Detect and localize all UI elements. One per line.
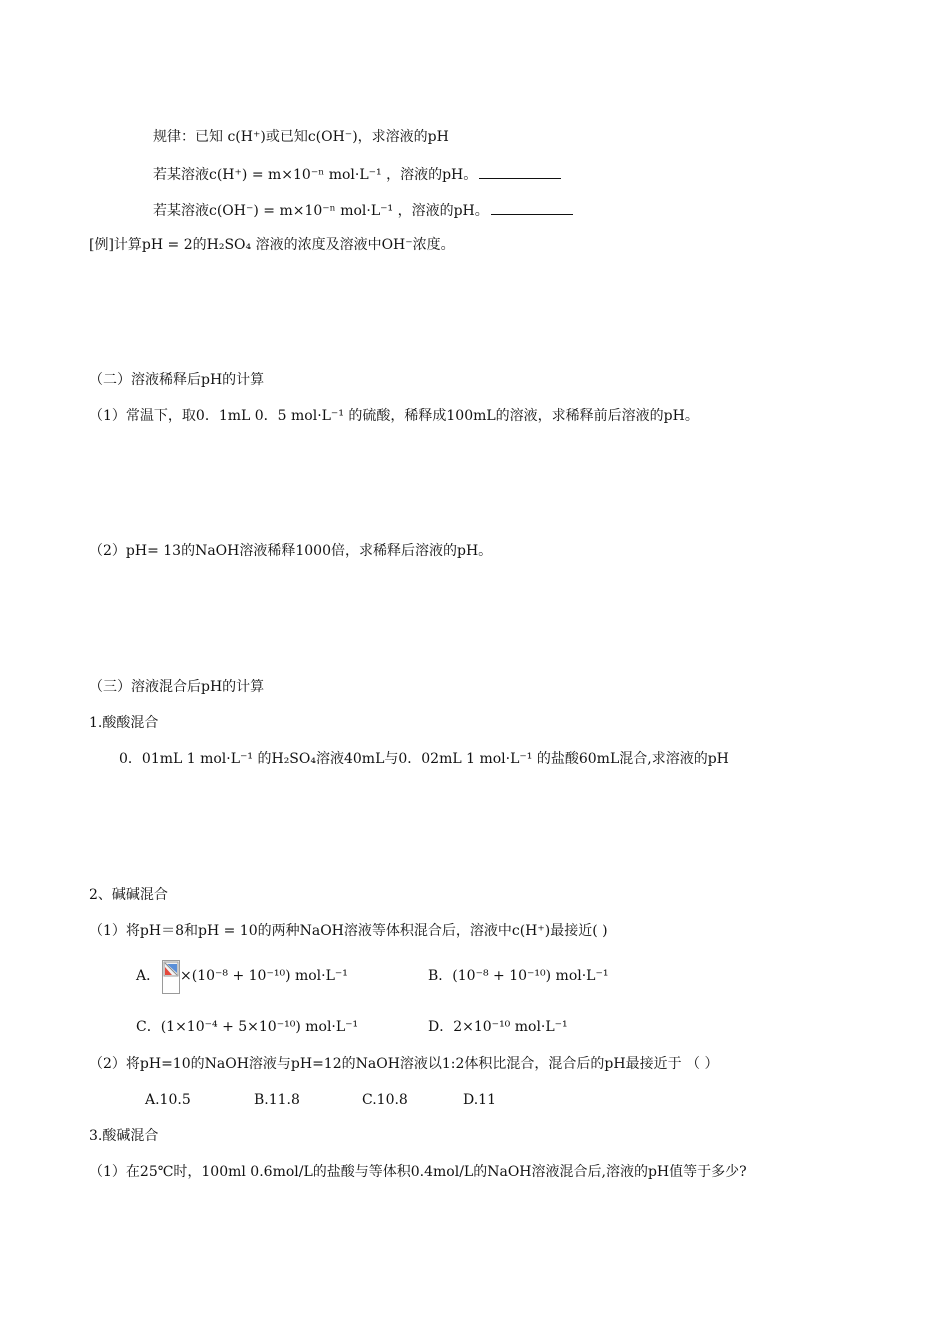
- option-b-text: B．(10⁻⁸ + 10⁻¹⁰) mol·L⁻¹: [428, 968, 609, 984]
- option-d-text: D．2×10⁻¹⁰ mol·L⁻¹: [428, 1019, 568, 1035]
- q2-option-d: D.11: [463, 1092, 496, 1108]
- q2-option-a: A.10.5: [145, 1092, 191, 1108]
- acid-base-title: 3.酸碱混合: [89, 1128, 159, 1144]
- q2-option-b: B.11.8: [254, 1092, 300, 1108]
- case-oh-text: 若某溶液c(OH⁻) = m×10⁻ⁿ mol·L⁻¹ ，溶液的pH。: [153, 203, 489, 219]
- example-line: [例]计算pH = 2的H₂SO₄ 溶液的浓度及溶液中OH⁻浓度。: [89, 237, 455, 253]
- broken-image-icon: [162, 960, 180, 994]
- q2-option-c: C.10.8: [362, 1092, 408, 1108]
- base-base-question-2: （2）将pH=10的NaOH溶液与pH=12的NaOH溶液以1:2体积比混合，混合后的pH最接近于 （ ）: [89, 1056, 719, 1072]
- rule-line: 规律：已知 c(H⁺)或已知c(OH⁻)，求溶液的pH: [153, 129, 449, 145]
- answer-blank-oh[interactable]: [491, 200, 573, 215]
- acid-base-question-1: （1）在25℃时，100ml 0.6mol/L的盐酸与等体积0.4mol/L的NaOH溶液混合后,溶液的pH值等于多少?: [89, 1164, 747, 1180]
- section2-question-2: （2）pH= 13的NaOH溶液稀释1000倍，求稀释后溶液的pH。: [89, 543, 493, 559]
- answer-blank-h[interactable]: [479, 164, 561, 179]
- case-h-text: 若某溶液c(H⁺) = m×10⁻ⁿ mol·L⁻¹ ，溶液的pH。: [153, 167, 478, 183]
- acid-acid-question: 0．01mL 1 mol·L⁻¹ 的H₂SO₄溶液40mL与0．02mL 1 mol·L⁻¹ 的盐酸60mL混合,求溶液的pH: [119, 751, 729, 767]
- section2-question-1: （1）常温下，取0．1mL 0．5 mol·L⁻¹ 的硫酸，稀释成100mL的溶液，求稀释前后溶液的pH。: [89, 408, 699, 424]
- option-a-text: ×(10⁻⁸ + 10⁻¹⁰) mol·L⁻¹: [180, 968, 348, 984]
- base-base-question-1: （1）将pH＝8和pH = 10的两种NaOH溶液等体积混合后，溶液中c(H⁺)最接近( ): [89, 923, 608, 939]
- case-oh-line: [153, 200, 573, 220]
- base-base-title: 2、碱碱混合: [89, 887, 168, 903]
- section2-title: （二）溶液稀释后pH的计算: [89, 372, 265, 388]
- option-a-label: A．: [136, 968, 161, 984]
- case-h-line: [153, 164, 561, 184]
- section3-title: （三）溶液混合后pH的计算: [89, 679, 265, 695]
- option-c-text: C．(1×10⁻⁴ + 5×10⁻¹⁰) mol·L⁻¹: [136, 1019, 359, 1035]
- acid-acid-title: 1.酸酸混合: [89, 715, 159, 731]
